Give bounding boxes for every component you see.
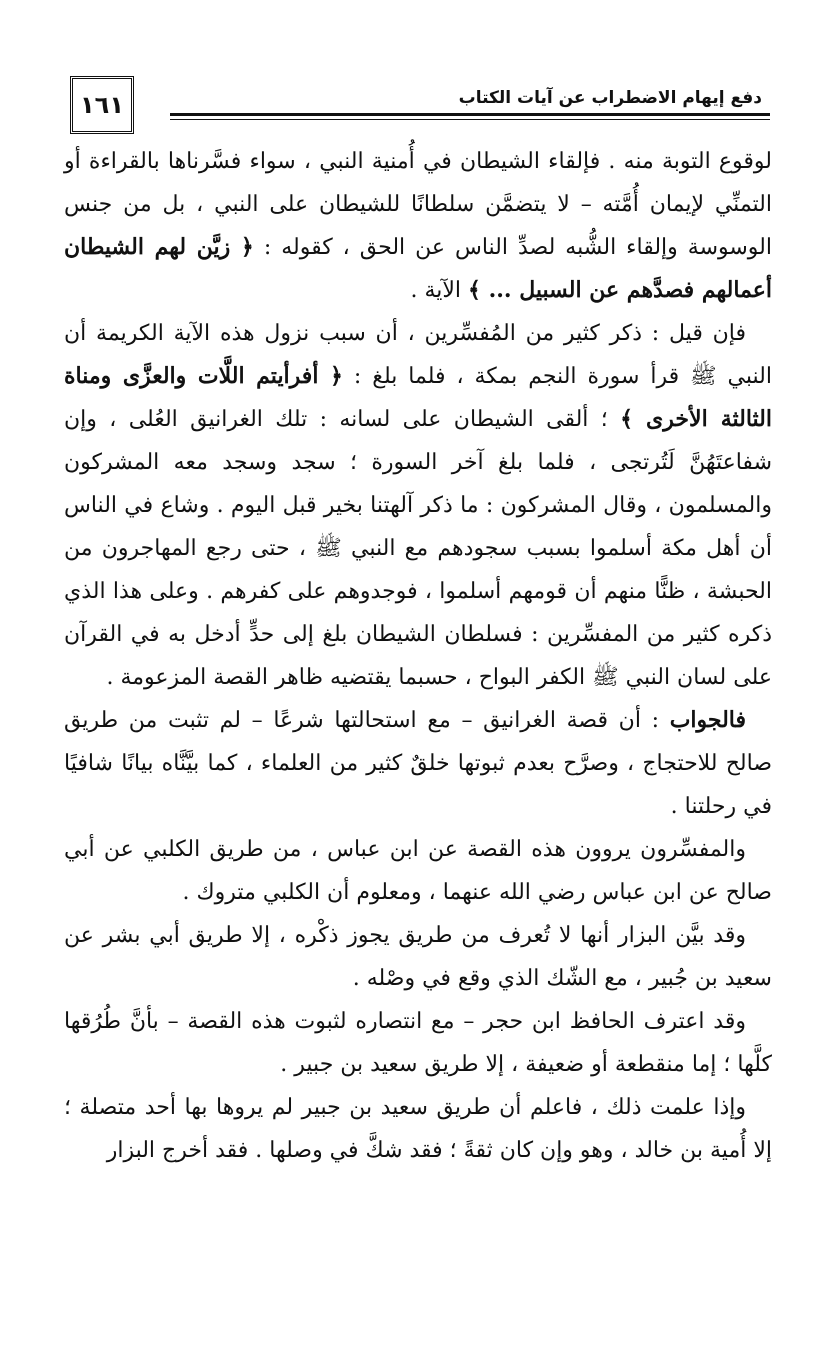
emphasis-text: فالجواب [669,707,746,733]
header-rule [170,113,770,116]
page-number: ١٦١ [80,91,124,119]
paragraph [64,828,772,914]
paragraph [64,140,772,312]
body-text [64,140,772,1172]
paragraph [64,914,772,1000]
paragraph-text: والمفسِّرون يروون هذه القصة عن ابن عباس ، من طريق الكلبي عن أبي صالح عن ابن عباس رضي الله عنهما ، ومعلوم أن الكلبي متروك . [64,837,772,905]
page-number-box [70,76,134,134]
paragraph-text: لوقوع التوبة منه . فإلقاء الشيطان في أُمنية النبي ، سواء فسَّرناها بالقراءة أو التمنِّي لإيمان أُمَّته – لا يتضمَّن سلطانًا للشيطان على النبي ، بل من جنس الوسوسة وإلقاء الشُّبه لصدِّ الناس عن الحق ، كقوله : [64,149,772,260]
emphasis-text: ﴿ زيَّن لهم الشيطان أعمالهم فصدَّهم عن السبيل ... ﴾ [64,234,772,303]
paragraph [64,1000,772,1086]
paragraph-text: الآية . [410,278,469,303]
paragraph-text: ؛ ألقى الشيطان على لسانه : تلك الغرانيق العُلى ، وإن شفاعتَهُنَّ لَتُرتجى ، فلما بلغ آخر السورة ؛ سجد وسجد معه المشركون والمسلمون ، وقال المشركون : ما ذكر آلهتنا بخير قبل اليوم . وشاع في الناس أن أهل مكة أسلموا بسبب سجودهم مع النبي ﷺ ، حتى رجع المهاجرون من الحبشة ، ظنًّا منهم أن قومهم أسلموا ، فوجدوهم على كفرهم . وعلى هذا الذي ذكره كثير من المفسِّرين : فسلطان الشيطان بلغ إلى حدٍّ أدخل به في القرآن على لسان النبي ﷺ الكفر البواح ، حسبما يقتضيه ظاهر القصة المزعومة . [64,407,772,690]
paragraph-text: : أن قصة الغرانيق – مع استحالتها شرعًا – لم تثبت من طريق صالح للاحتجاج ، وصرَّح بعدم ثبوتها خلقٌ كثير من العلماء ، كما بيَّنَّاه بيانًا شافيًا في رحلتنا . [64,708,772,819]
paragraph-text: وإذا علمت ذلك ، فاعلم أن طريق سعيد بن جبير لم يروها بها أحد متصلة ؛ إلا أُمية بن خالد ، وهو وإن كان ثقةً ؛ فقد شكَّ في وصلها . فقد أخرج البزار [64,1095,772,1163]
paragraph [64,312,772,699]
emphasis-text: ﴿ أفرأيتم اللَّات والعزَّى ومناة الثالثة الأخرى ﴾ [64,363,772,432]
paragraph [64,1086,772,1172]
paragraph-text: وقد بيَّن البزار أنها لا تُعرف من طريق يجوز ذكْره ، إلا طريق أبي بشر عن سعيد بن جُبير ، مع الشّك الذي وقع في وصْله . [64,923,772,991]
paragraph-text: وقد اعترف الحافظ ابن حجر – مع انتصاره لثبوت هذه القصة – بأنَّ طُرُقها كلَّها ؛ إما منقطعة أو ضعيفة ، إلا طريق سعيد بن جبير . [64,1009,772,1077]
paragraph [64,699,772,828]
paragraph-text: فإن قيل : ذكر كثير من المُفسِّرين ، أن سبب نزول هذه الآية الكريمة أن النبي ﷺ قرأ سورة النجم بمكة ، فلما بلغ : [64,321,772,389]
running-title: دفع إيهام الاضطراب عن آيات الكتاب [458,88,762,108]
header-rule-thin [170,119,770,120]
